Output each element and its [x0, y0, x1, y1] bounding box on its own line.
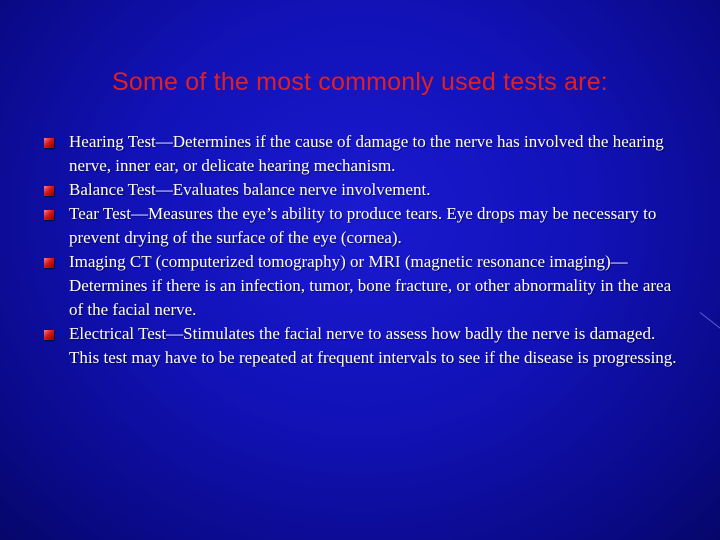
bullet-item-tear-test	[44, 202, 684, 250]
bullet-item-balance-test	[44, 178, 684, 202]
bullet-square-icon	[44, 258, 54, 268]
bullet-square-icon	[44, 186, 54, 196]
bullet-text: Hearing Test—Determines if the cause of damage to the nerve has involved the hearing nerve, inner ear, or delicate hearing mechanism.	[69, 132, 664, 175]
bullet-item-electrical-test	[44, 322, 684, 370]
bullet-text: Tear Test—Measures the eye’s ability to produce tears. Eye drops may be necessary to prevent drying of the surface of the eye (cornea).	[69, 204, 657, 247]
bullet-text: Balance Test—Evaluates balance nerve involvement.	[69, 180, 431, 199]
bullet-square-icon	[44, 210, 54, 220]
bullet-item-imaging	[44, 250, 684, 322]
bullet-item-hearing-test	[44, 130, 684, 178]
bullet-square-icon	[44, 138, 54, 148]
slide-title: Some of the most commonly used tests are:	[112, 68, 608, 96]
bullet-text: Imaging CT (computerized tomography) or MRI (magnetic resonance imaging)—Determines if there is an infection, tumor, bone fracture, or other abnormality in the area of the facial nerve.	[69, 252, 672, 319]
decorative-line	[700, 312, 720, 329]
bullet-list	[44, 130, 684, 370]
bullet-text: Electrical Test—Stimulates the facial nerve to assess how badly the nerve is damaged. This test may have to be repeated at frequent intervals to see if the disease is progressing.	[69, 324, 677, 367]
bullet-square-icon	[44, 330, 54, 340]
